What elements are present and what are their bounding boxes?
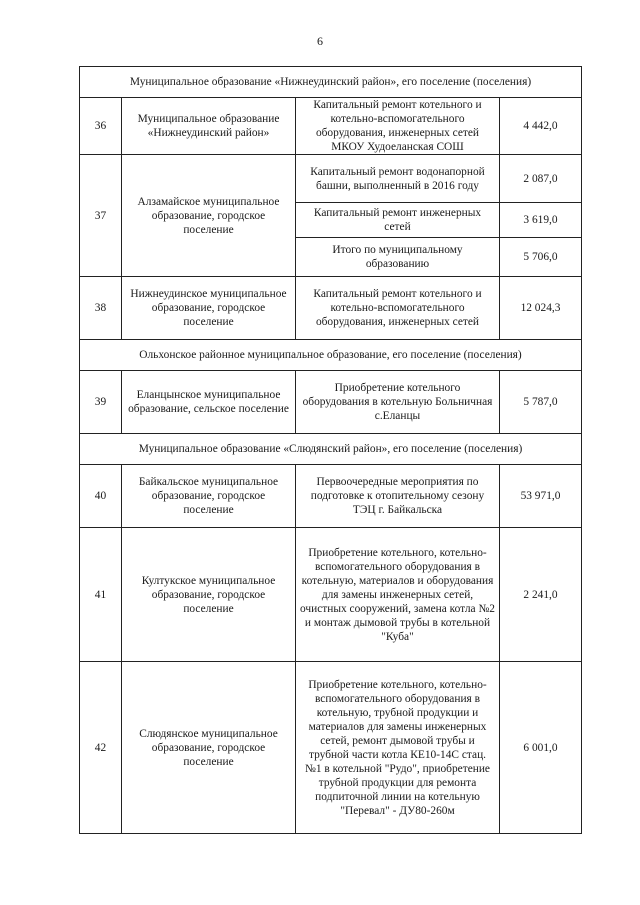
section-row <box>80 434 582 465</box>
table-row <box>80 98 582 155</box>
amount-cell: 5 787,0 <box>500 371 582 434</box>
recipient-cell: Байкальское муниципальное образование, городское поселение <box>122 465 296 528</box>
purpose-cell: Приобретение котельного оборудования в котельную Больничная с.Еланцы <box>296 371 500 434</box>
purpose-cell: Первоочередные мероприятия по подготовке к отопительному сезону ТЭЦ г. Байкальска <box>296 465 500 528</box>
purpose-cell: Капитальный ремонт инженерных сетей <box>296 203 500 238</box>
table-row <box>80 277 582 340</box>
table-row <box>80 155 582 203</box>
purpose-cell: Капитальный ремонт котельного и котельно-вспомогательного оборудования, инженерных сетей МКОУ Худоеланская СОШ <box>296 98 500 155</box>
section-title: Муниципальное образование «Нижнеудинский район», его поселение (поселения) <box>80 67 582 98</box>
purpose-cell: Капитальный ремонт водонапорной башни, выполненный в 2016 году <box>296 155 500 203</box>
section-title: Муниципальное образование «Слюдянский район», его поселение (поселения) <box>80 434 582 465</box>
section-row <box>80 340 582 371</box>
row-number: 40 <box>80 465 122 528</box>
recipient-cell: Алзамайское муниципальное образование, городское поселение <box>122 155 296 277</box>
amount-cell: 4 442,0 <box>500 98 582 155</box>
purpose-cell: Приобретение котельного, котельно-вспомогательного оборудования в котельную, трубной продукции и материалов для замены инженерных сетей, ремонт дымовой трубы и трубной части котла КЕ10-14С стац. №1 в котельной "Рудо", приобретение трубной продукции для ремонта подпиточной линии на котельную "Перевал" - ДУ80-260м <box>296 662 500 834</box>
purpose-cell: Капитальный ремонт котельного и котельно-вспомогательного оборудования, инженерных сетей <box>296 277 500 340</box>
amount-cell: 6 001,0 <box>500 662 582 834</box>
purpose-cell: Итого по муниципальному образованию <box>296 238 500 277</box>
amount-cell: 5 706,0 <box>500 238 582 277</box>
row-number: 38 <box>80 277 122 340</box>
recipient-cell: Слюдянское муниципальное образование, городское поселение <box>122 662 296 834</box>
table-row <box>80 528 582 662</box>
amount-cell: 2 241,0 <box>500 528 582 662</box>
row-number: 39 <box>80 371 122 434</box>
recipient-cell: Муниципальное образование «Нижнеудинский район» <box>122 98 296 155</box>
row-number: 36 <box>80 98 122 155</box>
table-row <box>80 371 582 434</box>
amount-cell: 53 971,0 <box>500 465 582 528</box>
funding-table <box>79 66 582 834</box>
amount-cell: 2 087,0 <box>500 155 582 203</box>
recipient-cell: Нижнеудинское муниципальное образование, городское поселение <box>122 277 296 340</box>
recipient-cell: Култукское муниципальное образование, городское поселение <box>122 528 296 662</box>
row-number: 37 <box>80 155 122 277</box>
amount-cell: 12 024,3 <box>500 277 582 340</box>
row-number: 41 <box>80 528 122 662</box>
section-row <box>80 67 582 98</box>
section-title: Ольхонское районное муниципальное образование, его поселение (поселения) <box>80 340 582 371</box>
table-row <box>80 662 582 834</box>
amount-cell: 3 619,0 <box>500 203 582 238</box>
row-number: 42 <box>80 662 122 834</box>
recipient-cell: Еланцынское муниципальное образование, сельское поселение <box>122 371 296 434</box>
page-number: 6 <box>317 34 323 48</box>
purpose-cell: Приобретение котельного, котельно-вспомогательного оборудования в котельную, материалов и оборудования для замены инженерных сетей, очистных сооружений, замена котла №2 и монтаж дымовой трубы в котельной "Куба" <box>296 528 500 662</box>
table-row <box>80 465 582 528</box>
